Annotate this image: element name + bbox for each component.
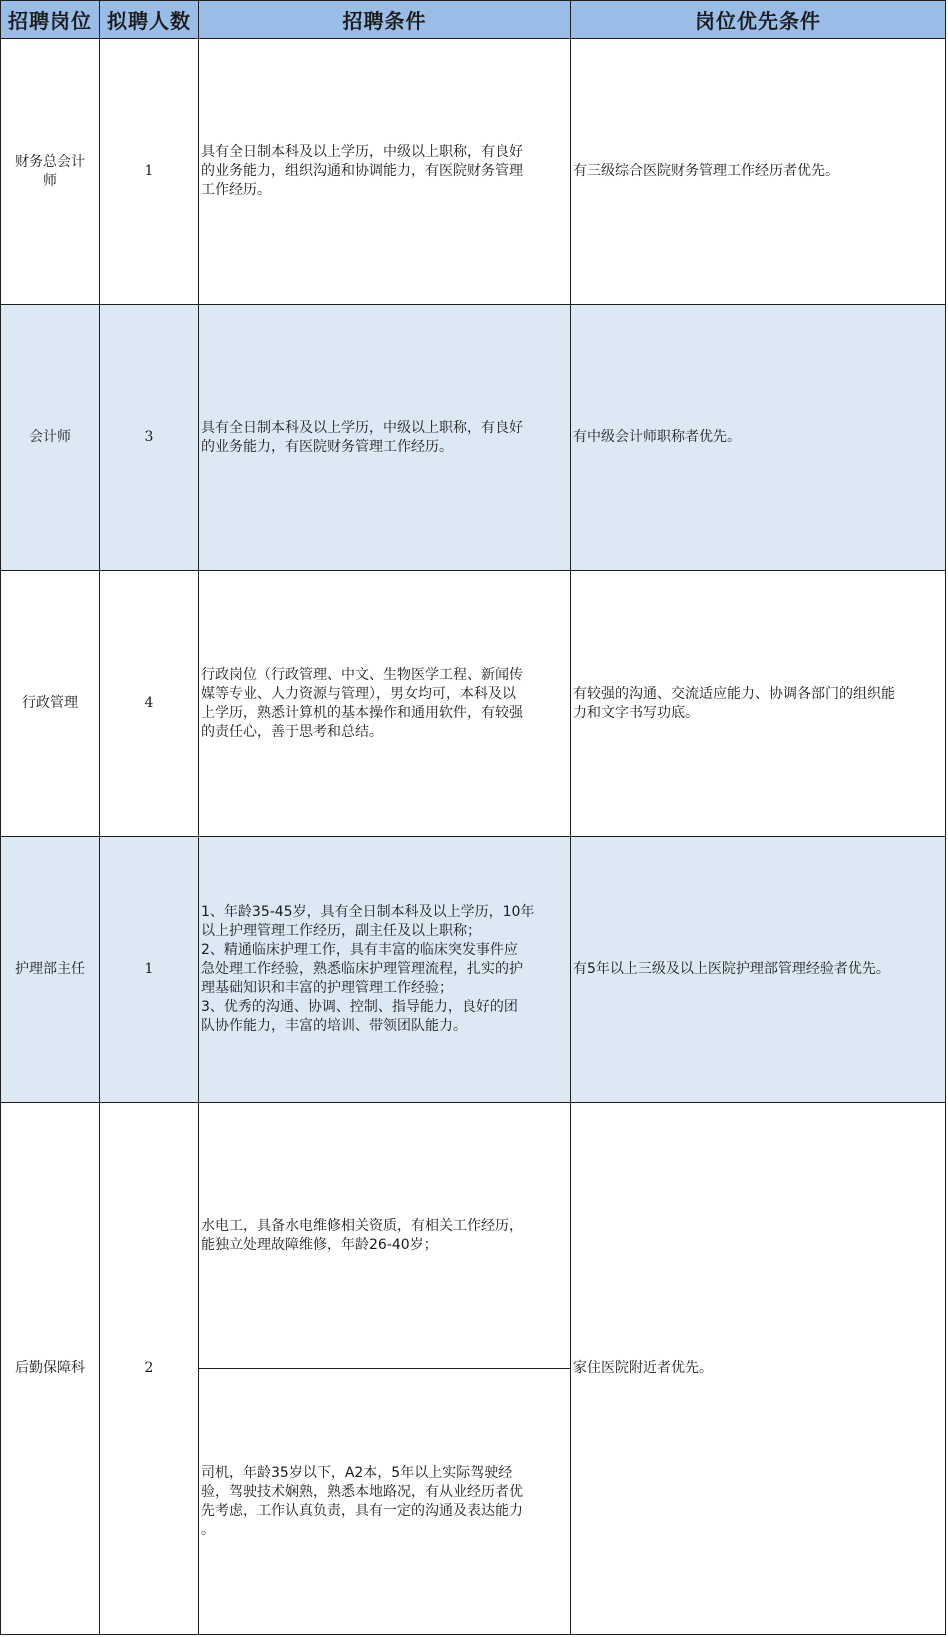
table-row (1, 39, 946, 305)
requirements-text: 。 (201, 1521, 215, 1538)
count-cell: 2 (100, 1103, 199, 1635)
requirements-text: 3、优秀的沟通、协调、控制、指导能力，良好的团 (201, 999, 518, 1015)
position-cell (1, 571, 100, 837)
requirements-text: 具有全日制本科及以上学历，中级以上职称，有良好 (201, 144, 523, 160)
table-row (1, 305, 946, 571)
header-position: 招聘岗位 (1, 1, 100, 39)
position-text: 财务总会计 (15, 153, 85, 170)
requirements-cell (199, 1103, 571, 1369)
preference-cell (571, 305, 946, 571)
preference-text: 家住医院附近者优先。 (573, 1360, 713, 1376)
position-text: 行政管理 (22, 695, 78, 711)
header-row (1, 1, 946, 39)
header-preference: 岗位优先条件 (571, 1, 946, 39)
preference-text: 有三级综合医院财务管理工作经历者优先。 (573, 163, 839, 179)
requirements-text: 的业务能力，组织沟通和协调能力，有医院财务管理 (201, 163, 523, 179)
count-cell: 4 (100, 571, 199, 837)
preference-text: 力和文字书写功底。 (573, 704, 699, 721)
position-text: 会计师 (29, 429, 71, 445)
requirements-text: 司机，年龄35岁以下，A2本，5年以上实际驾驶经 (201, 1464, 513, 1481)
requirements-text: 的责任心，善于思考和总结。 (201, 723, 383, 740)
position-text: 护理部主任 (15, 961, 85, 977)
position-text: 后勤保障科 (15, 1360, 85, 1376)
preference-text: 有中级会计师职称者优先。 (573, 429, 741, 445)
count-cell: 1 (100, 39, 199, 305)
count-cell: 1 (100, 837, 199, 1103)
preference-cell (571, 571, 946, 837)
preference-cell (571, 837, 946, 1103)
table-row (1, 571, 946, 837)
requirements-text: 队协作能力，丰富的培训、带领团队能力。 (201, 1018, 467, 1034)
requirements-text: 理基础知识和丰富的护理管理工作经验； (201, 980, 453, 996)
table-row (1, 837, 946, 1103)
requirements-text: 行政岗位（行政管理、中文、生物医学工程、新闻传 (201, 666, 523, 683)
table-row (1, 1103, 946, 1369)
requirements-text: 1、年龄35-45岁，具有全日制本科及以上学历，10年 (201, 904, 535, 920)
requirements-text: 能独立处理故障维修，年龄26-40岁； (201, 1236, 438, 1253)
position-cell (1, 1103, 100, 1635)
requirements-text: 急处理工作经验，熟悉临床护理管理流程，扎实的护 (201, 961, 523, 977)
requirements-cell (199, 39, 571, 305)
header-count: 拟聘人数 (100, 1, 199, 39)
requirements-cell (199, 305, 571, 571)
position-cell (1, 837, 100, 1103)
preference-cell (571, 1103, 946, 1635)
position-cell (1, 305, 100, 571)
requirements-cell (199, 1369, 571, 1635)
requirements-text: 先考虑，工作认真负责，具有一定的沟通及表达能力 (201, 1502, 523, 1519)
requirements-text: 具有全日制本科及以上学历，中级以上职称，有良好 (201, 419, 523, 436)
requirements-text: 工作经历。 (201, 182, 271, 198)
requirements-text: 上学历，熟悉计算机的基本操作和通用软件，有较强 (201, 704, 523, 721)
requirements-cell (199, 571, 571, 837)
preference-text: 有5年以上三级及以上医院护理部管理经验者优先。 (573, 961, 890, 977)
requirements-text: 以上护理管理工作经历，副主任及以上职称； (201, 923, 481, 939)
requirements-text: 验，驾驶技术娴熟，熟悉本地路况，有从业经历者优 (201, 1483, 523, 1500)
requirements-text: 的业务能力，有医院财务管理工作经历。 (201, 438, 453, 455)
requirements-cell (199, 837, 571, 1103)
preference-cell (571, 39, 946, 305)
requirements-text: 媒等专业、人力资源与管理），男女均可，本科及以 (201, 685, 516, 702)
requirements-text: 2、精通临床护理工作，具有丰富的临床突发事件应 (201, 942, 518, 958)
count-cell: 3 (100, 305, 199, 571)
requirements-text: 水电工，具备水电维修相关资质，有相关工作经历， (201, 1217, 523, 1234)
position-cell (1, 39, 100, 305)
position-text: 师 (43, 172, 57, 189)
header-requirements: 招聘条件 (199, 1, 571, 39)
preference-text: 有较强的沟通、交流适应能力、协调各部门的组织能 (573, 685, 895, 702)
